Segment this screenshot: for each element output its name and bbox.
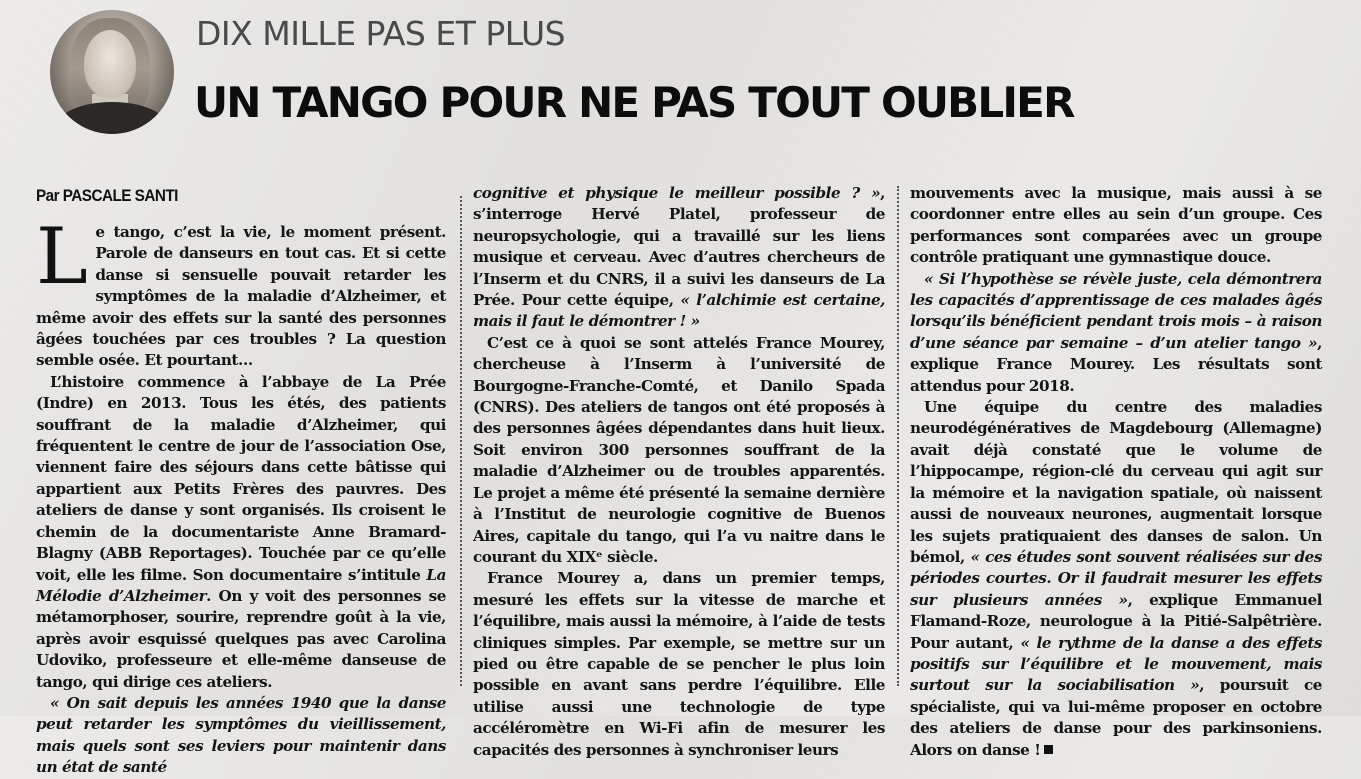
paragraph: « On sait depuis les années 1940 que la danse peut retarder les symptômes du vieillissement, mais quels sont ses leviers pour maintenir dans un état de santé [36,693,446,777]
article-column-3 [910,183,1322,761]
paragraph: Le tango, c’est la vie, le moment présent. Parole de danseurs en tout cas. Et si cette danse si sensuelle pouvait retarder les symptômes de la maladie d’Alzheimer, et même avoir des effets sur la santé des personnes âgées touchées par ces troubles ? La question semble osée. Et pourtant… [36,212,446,370]
documentary-title: La Mélodie d’Alzheimer [36,565,446,605]
portrait-shoulders [56,102,168,134]
paragraph: France Mourey a, dans un premier temps, mesuré les effets sur la vitesse de marche et l’équilibre, mais aussi la mémoire, à l’aide de tests cliniques simples. Par exemple, se mettre sur un pied ou être capable de se pencher le plus loin possible en avant sans perdre l’équilibre. Elle utilise aussi une technologie de type accéléromètre en Wi-Fi afin de mesurer les capacités des personnes à synchroniser leurs [473,569,885,759]
column-divider [460,196,462,686]
byline: Par PASCALE SANTI [36,186,178,205]
article-column-1 [36,212,446,779]
end-of-article-square-icon [1044,745,1053,754]
author-portrait [50,10,174,134]
paragraph: C’est ce à quoi se sont attelés France Mourey, chercheuse à l’Inserm à l’université de Bourgogne-Franche-Comté, et Danilo Spada (CNRS). Des ateliers de tangos ont été proposés à des personnes âgées dépendantes dans huit lieux. Soit environ 300 personnes souffrant de la maladie d’Alzheimer ou de troubles apparentés. Le projet a même été présenté la semaine dernière à l’Institut de neurologie cognitive de Buenos Aires, capitale du tango, qui l’a vu naitre dans le courant du XIXᵉ siècle. [473,333,886,566]
paragraph: Une équipe du centre des maladies neurodégénératives de Magdebourg (Allemagne) avait déjà constaté que le volume de l’hippocampe, région-clé du cerveau qui agit sur la mémoire et la navigation spatiale, où naissent aussi de nouveaux neurones, augmentait lorsque les sujets pratiquaient des danses de salon. Un bémol, « ces études sont souvent réalisées sur des périodes courtes. Or il faudrait mesurer les effets sur plusieurs années », explique Emmanuel Flamand-Roze, neurologue à la Pitié-Salpêtrière. Pour autant, « le rythme de la danse a des effets positifs sur l’équilibre et le mouvement, mais surtout sur la sociabilisation », poursuit ce spécialiste, qui va lui-même proposer en octobre des ateliers de danse pour des parkinsoniens. Alors on danse ! [910,398,1323,759]
column-divider [897,186,899,686]
paragraph: L’histoire commence à l’abbaye de La Prée (Indre) en 2013. Tous les étés, des patients souffrant de la maladie d’Alzheimer, qui fréquentent le centre de jour de l’association Ose, viennent faire des séjours dans cette bâtisse qui appartient aux Petits Frères des pauvres. Des ateliers de danse y sont organisés. Ils croisent le chemin de la documentariste Anne Bramard-Blagny (ABB Reportages). Touchée par ce qu’elle voit, elle les filme. Son documentaire s’intitule La Mélodie d’Alzheimer. On y voit des personnes se métamorphoser, sourire, reprendre goût à la vie, après avoir esquissé quelques pas avec Carolina Udoviko, professeure et elle-même danseuse de tango, qui dirige ces ateliers. [36,372,446,691]
paragraph: « Si l’hypothèse se révèle juste, cela démontrera les capacités d’apprentissage de ces malades âgés lorsqu’ils bénéficient pendant trois mois – à raison d’une séance par semaine – d’un atelier tango », explique France Mourey. Les résultats sont attendus pour 2018. [910,269,1322,395]
article-column-2 [473,183,885,761]
section-kicker: DIX MILLE PAS ET PLUS [196,14,566,53]
paragraph: mouvements avec la musique, mais aussi à se coordonner entre elles au sein d’un groupe. Ces performances sont comparées avec un groupe contrôle pratiquant une gymnastique douce. [910,184,1322,267]
paragraph: cognitive et physique le meilleur possible ? », s’interroge Hervé Platel, professeur de neuropsychologie, qui a travaillé sur les liens musique et cerveau. Avec d’autres chercheurs de l’Inserm et du CNRS, il a suivi les danseurs de La Prée. Pour cette équipe, « l’alchimie est certaine, mais il faut le démontrer ! » [473,184,885,331]
drop-cap: L [36,212,88,302]
article-headline: UN TANGO POUR NE PAS TOUT OUBLIER [194,78,1074,127]
portrait-face [84,30,136,98]
